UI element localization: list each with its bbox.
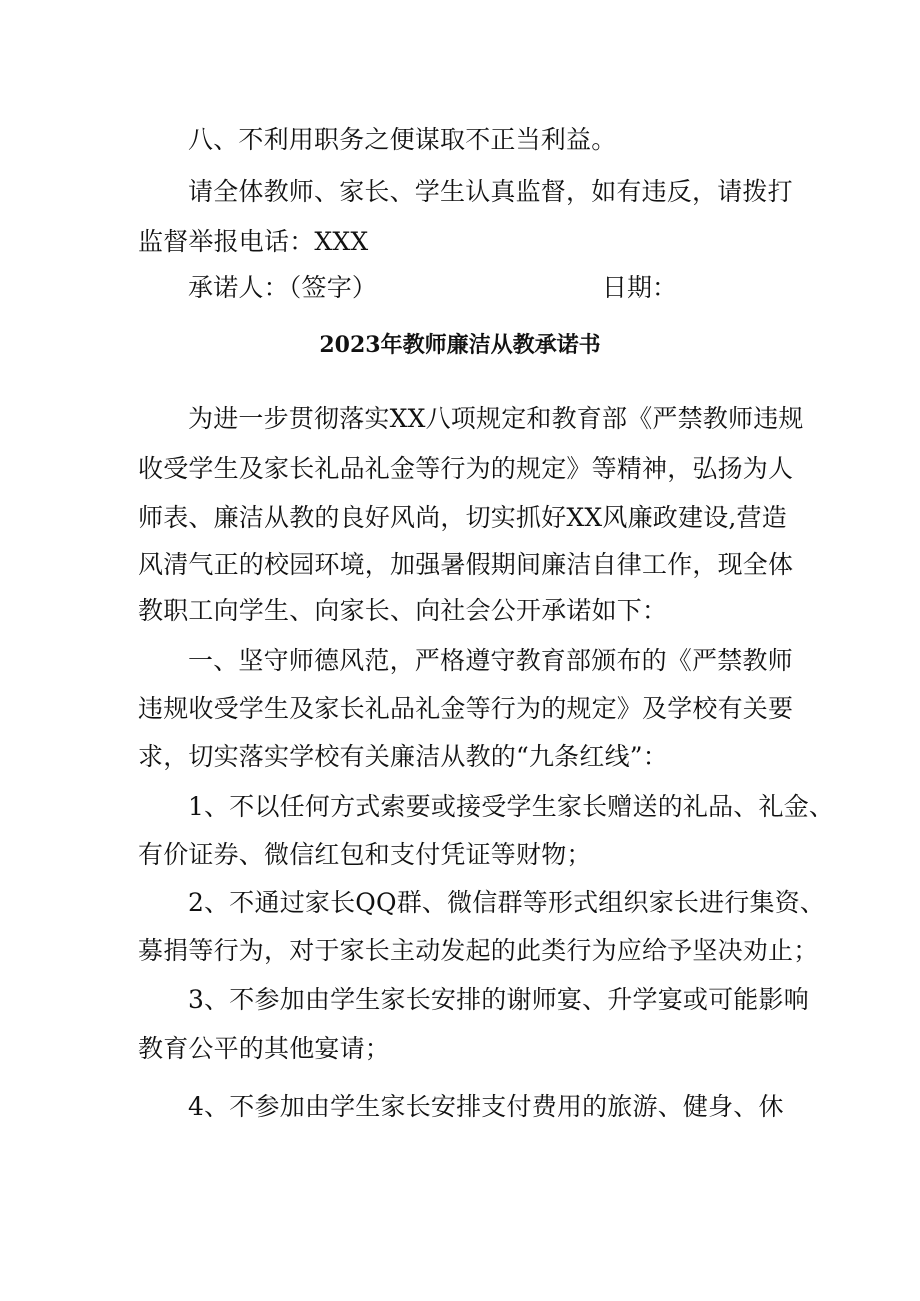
intro-line-3: 师表、廉洁从教的良好风尚，切实抓好XX风廉政建设,营造 <box>138 503 787 532</box>
intro-line-4: 风清气正的校园环境，加强暑假期间廉洁自律工作，现全体 <box>138 550 794 579</box>
signer-label: 承诺人：（签字） <box>188 273 378 302</box>
supervise-text-line-1: 请全体教师、家长、学生认真监督，如有违反，请拨打 <box>188 177 793 206</box>
rule-1-line-2: 有价证券、微信红包和支付凭证等财物； <box>138 840 592 869</box>
rule-2-line-1: 2、不通过家长QQ群、微信群等形式组织家长进行集资、 <box>188 888 826 917</box>
item-8-text: 八、不利用职务之便谋取不正当利益。 <box>188 125 617 154</box>
intro-line-2: 收受学生及家长礼品礼金等行为的规定》等精神，弘扬为人 <box>138 454 794 483</box>
section-1-line-3: 求，切实落实学校有关廉洁从教的“九条红线”： <box>138 742 668 771</box>
rule-1-line-1: 1、不以任何方式索要或接受学生家长赠送的礼品、礼金、 <box>188 792 835 821</box>
rule-4-line-1: 4、不参加由学生家长安排支付费用的旅游、健身、休 <box>188 1092 784 1121</box>
intro-line-5: 教职工向学生、向家长、向社会公开承诺如下： <box>138 596 668 625</box>
rule-2-line-2: 募捐等行为，对于家长主动发起的此类行为应给予坚决劝止； <box>138 936 819 965</box>
date-label: 日期： <box>602 273 678 302</box>
rule-3-line-2: 教育公平的其他宴请； <box>138 1034 391 1063</box>
section-1-line-1: 一、坚守师德风范，严格遵守教育部颁布的《严禁教师 <box>188 646 793 675</box>
document-title: 2023年教师廉洁从教承诺书 <box>319 332 601 358</box>
supervise-text-line-2: 监督举报电话：XXX <box>138 227 369 256</box>
intro-line-1: 为进一步贯彻落实XX八项规定和教育部《严禁教师违规 <box>188 404 804 433</box>
section-1-line-2: 违规收受学生及家长礼品礼金等行为的规定》及学校有关要 <box>138 694 794 723</box>
rule-3-line-1: 3、不参加由学生家长安排的谢师宴、升学宴或可能影响 <box>188 985 809 1014</box>
